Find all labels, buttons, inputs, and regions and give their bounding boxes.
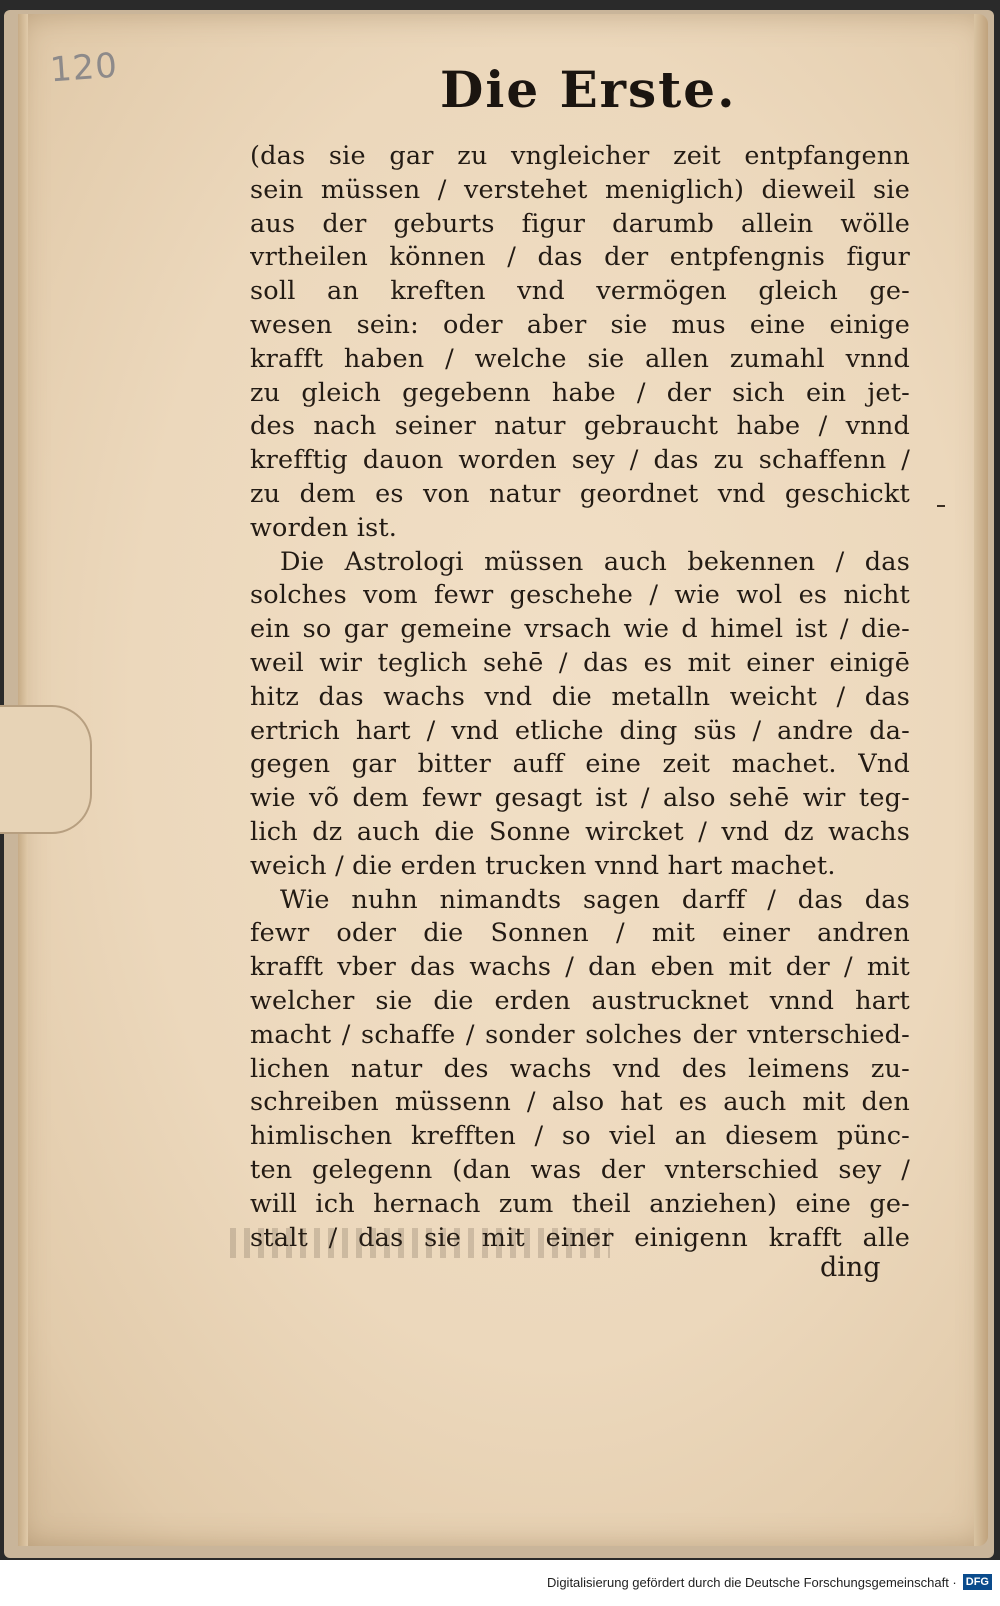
text-line: schreiben müssenn / also hat es auch mit den [250, 1087, 910, 1118]
text-line: gegen gar bitter auff eine zeit machet. Vnd [250, 749, 910, 780]
text-line: Wie nuhn nimandts sagen darff / das das [280, 884, 910, 915]
text-line: aus der geburts figur darumb allein wölle [250, 208, 910, 239]
text-line: ertrich hart / vnd etliche ding süs / andre da- [250, 715, 910, 746]
text-line: zu dem es von natur geordnet vnd geschickt [250, 478, 910, 509]
footer-credit-text: Digitalisierung gefördert durch die Deutsche Forschungsgemeinschaft · [547, 1574, 957, 1590]
margin-mark [937, 505, 945, 507]
text-line: sein müssen / verstehet meniglich) dieweil sie [250, 174, 910, 205]
text-line: soll an kreften vnd vermögen gleich ge- [250, 276, 910, 307]
text-line: vrtheilen können / das der entpfengnis figur [250, 242, 910, 273]
text-line: lich dz auch die Sonne wircket / vnd dz wachs [250, 816, 910, 847]
text-line: worden ist. [250, 512, 398, 543]
text-line: will ich hernach zum theil anziehen) eine ge- [250, 1188, 910, 1219]
text-line: ein so gar gemeine vrsach wie d himel ist / die- [250, 614, 910, 645]
text-line: stalt / das sie mit einer einigenn krafft alle [250, 1222, 910, 1253]
text-line: weil wir teglich sehē / das es mit einer einigē [250, 647, 910, 678]
text-line: welcher sie die erden austrucknet vnnd hart [250, 985, 910, 1016]
running-header: Die Erste. [440, 60, 737, 119]
text-line: krefftig dauon worden sey / das zu schaffenn / [250, 445, 910, 476]
text-line: fewr oder die Sonnen / mit einer andren [250, 918, 910, 949]
text-line: lichen natur des wachs vnd des leimens zu- [250, 1053, 910, 1084]
text-line: weich / die erden trucken vnnd hart machet. [250, 850, 836, 881]
text-line: zu gleich gegebenn habe / der sich ein jet- [250, 377, 910, 408]
text-line: Die Astrologi müssen auch bekennen / das [280, 546, 910, 577]
dfg-logo: DFG [963, 1574, 992, 1590]
text-line: wie võ dem fewr gesagt ist / also sehē wir teg- [250, 783, 910, 814]
page-fore-edge [974, 14, 988, 1546]
text-line: solches vom fewr geschehe / wie wol es nicht [250, 580, 910, 611]
footer-credit [547, 1574, 992, 1590]
text-line: krafft haben / welche sie allen zumahl vnnd [250, 343, 910, 374]
page-tab-mark [0, 705, 92, 834]
ink-smudge [230, 1228, 610, 1258]
catchword: ding [820, 1252, 881, 1283]
body-text [250, 140, 910, 1255]
text-line: macht / schaffe / sonder solches der vnterschied- [250, 1019, 910, 1050]
text-line: des nach seiner natur gebraucht habe / vnnd [250, 411, 910, 442]
text-line: (das sie gar zu vngleicher zeit entpfangenn [250, 141, 910, 171]
text-line: krafft vber das wachs / dan eben mit der / mit [250, 952, 910, 983]
text-line: himlischen krefften / so viel an diesem pünc- [250, 1121, 910, 1152]
text-line: ten gelegenn (dan was der vnterschied sey / [250, 1154, 910, 1185]
folio-number: 120 [48, 45, 120, 91]
text-line: wesen sein: oder aber sie mus eine einige [250, 309, 910, 340]
text-line: hitz das wachs vnd die metalln weicht / das [250, 681, 910, 712]
